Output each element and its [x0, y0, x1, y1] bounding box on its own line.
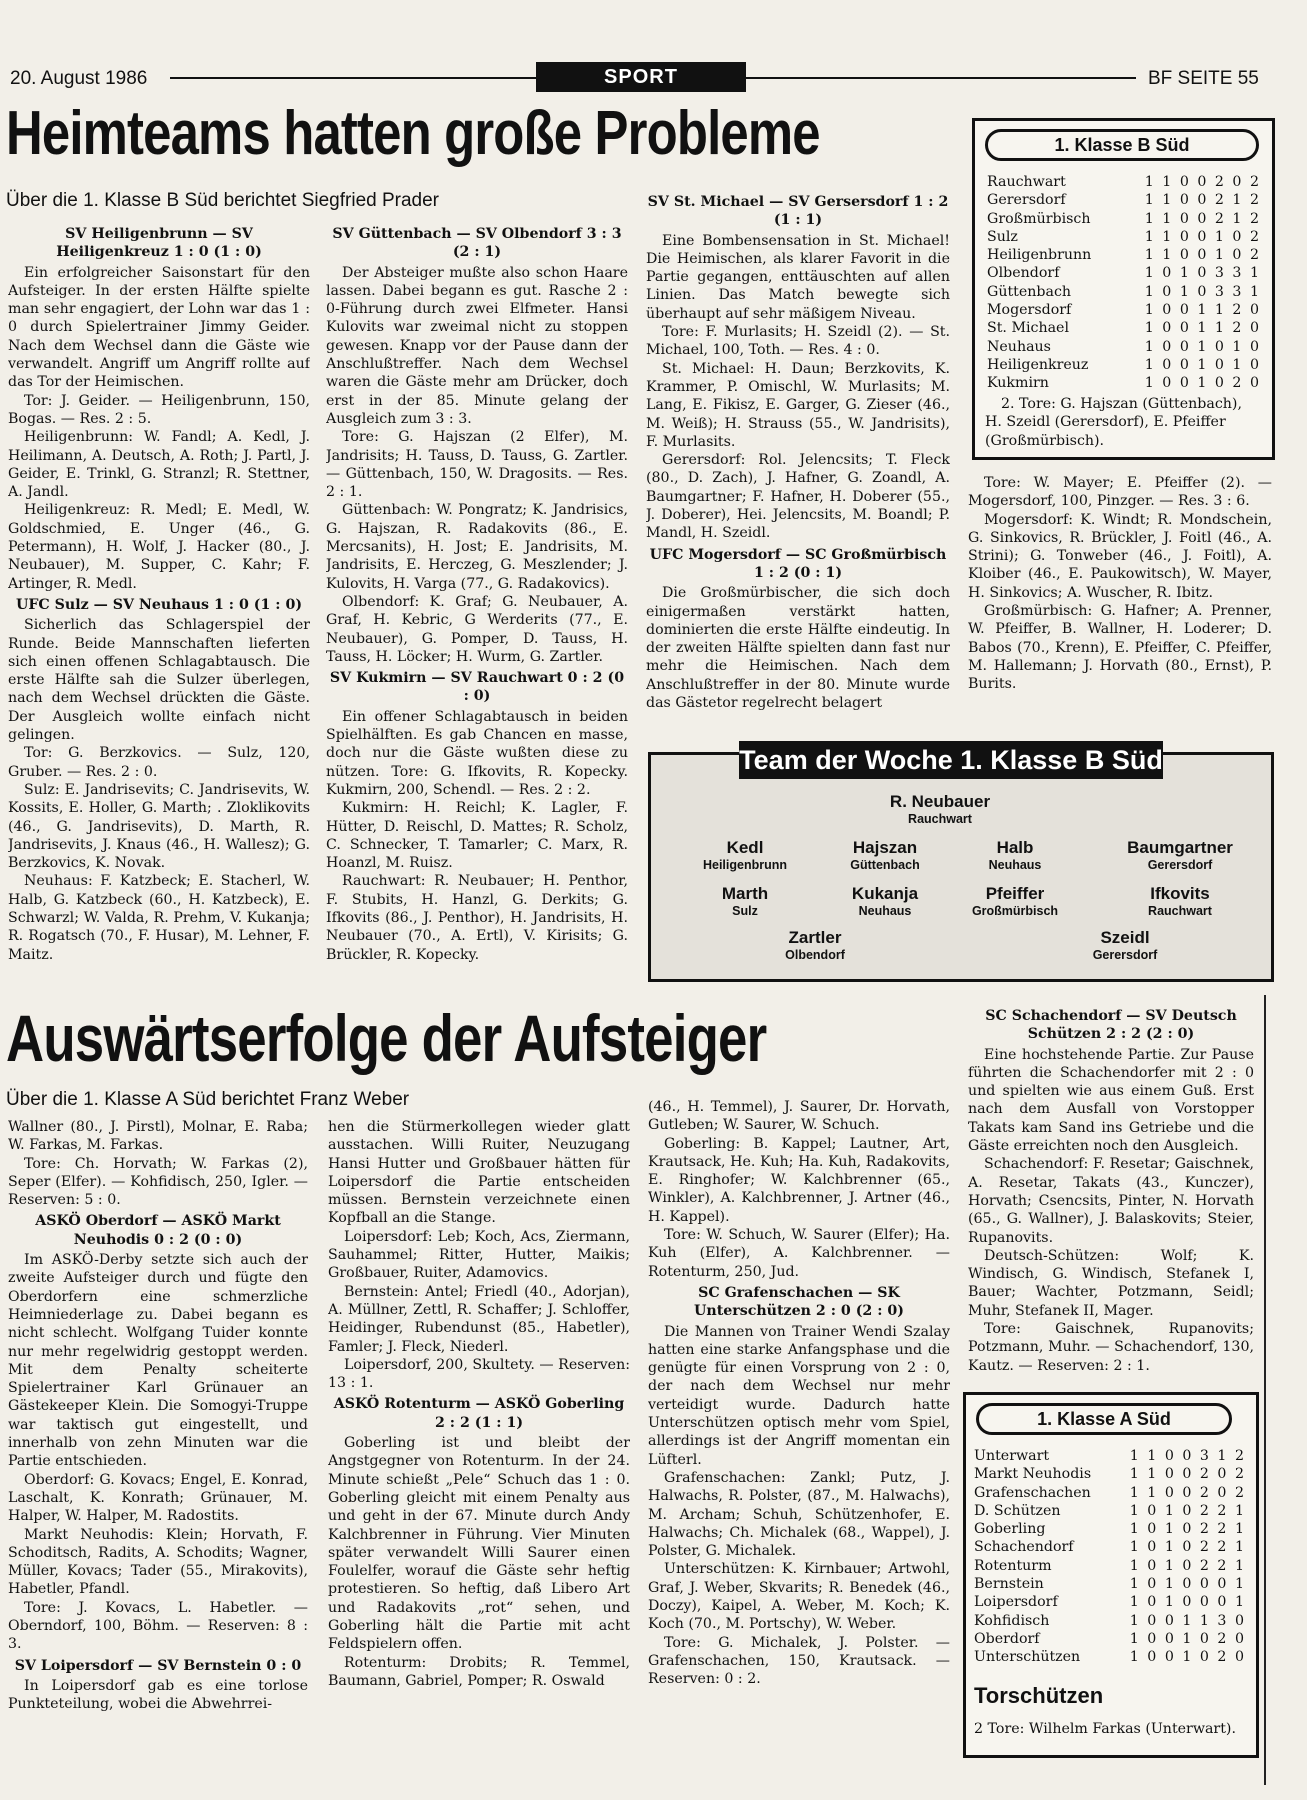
- paragraph: Grafenschachen: Zankl; Putz, J. Halwachs, R. Polster, (87., M. Halwachs), M. Archam; Schuh, Schützenhofer, E. Halwachs; Ch. Michalek (68., Wappel), J. Polster, G. Michalek.: [648, 1469, 950, 1560]
- player-club: Güttenbach: [850, 858, 920, 872]
- player-name: Halb: [996, 838, 1034, 857]
- table-row: [972, 1484, 1248, 1502]
- player-name: Szeidl: [1100, 928, 1150, 947]
- team-record: 1 0 1 0 3 3 1: [1144, 265, 1261, 282]
- standings-box-b: [972, 118, 1275, 460]
- article1-column-2: [326, 222, 628, 982]
- team-name: Rauchwart: [987, 174, 1066, 190]
- paragraph: Ein erfolgreicher Saisonstart für den Aufsteiger. In der ersten Hälfte spielte man sehr engagiert, der Lohn war das 1 : 0 durch Spielertrainer Jimmy Geider. Nach dem Wechsel dann die Gäste wie verwandelt. Angriff um Angriff rollte auf das Tor der Heimischen.: [8, 264, 310, 391]
- paragraph: Tor: J. Geider. — Heiligenbrunn, 150, Bogas. — Res. 2 : 5.: [8, 392, 310, 427]
- table-row: [972, 1447, 1248, 1465]
- team-name: Großmürbisch: [987, 210, 1091, 227]
- paragraph: hen die Stürmerkollegen wieder glatt ausstachen. Willi Ruiter, Neuzugang Hansi Hutter und Großbauer hätten für Loipersdorf die Partie entscheiden müssen. Bernstein verzeichnete einen Kopfball an die Stange.: [328, 1119, 630, 1227]
- article1-column-1: [8, 222, 310, 982]
- byline-2: Über die 1. Klasse A Süd berichtet Franz Weber: [6, 1089, 410, 1110]
- team-record: 1 0 1 0 0 0 1: [1129, 1576, 1246, 1593]
- player-name: Ifkovits: [1150, 884, 1210, 903]
- player-club: Gerersdorf: [1147, 858, 1213, 872]
- team-name: Güttenbach: [987, 283, 1072, 300]
- player-club: Olbendorf: [785, 948, 845, 962]
- table-row: [972, 1557, 1248, 1575]
- team-of-week-player: [1095, 884, 1265, 918]
- team-record: 1 0 1 0 3 3 1: [1144, 283, 1261, 300]
- standings-title-a: 1. Klasse A Süd: [976, 1403, 1232, 1435]
- paragraph: (46., H. Temmel), J. Saurer, Dr. Horvath, Gutleben; W. Saurer, W. Schuch.: [648, 1099, 950, 1134]
- team-record: 1 0 0 1 1 2 0: [1144, 320, 1261, 337]
- table-row: [985, 173, 1263, 191]
- match-heading: UFC Sulz — SV Neuhaus 1 : 0 (1 : 0): [15, 596, 303, 613]
- player-name: Pfeiffer: [985, 884, 1045, 903]
- paragraph: Der Absteiger mußte also schon Haare lassen. Dabei begann es gut. Rasche 2 : 0-Führung durch zwei Elfmeter. Hansi Kulovits war zweimal nicht zu stoppen gewesen. Knapp vor der Pause dann der Anschlußtreffer. Nach dem Wechsel waren die Gäste mehr am Drücker, doch erst in der 85. Minute gelang der Ausgleich zum 3 : 3.: [326, 264, 628, 427]
- team-record: 1 1 0 0 2 0 2: [1129, 1484, 1246, 1501]
- paragraph: Tore: W. Schuch, W. Saurer (Elfer); Ha. Kuh (Elfer), A. Kalchbrenner. — Rotenturm, 250, Jud.: [648, 1227, 950, 1280]
- paragraph: Tore: F. Murlasits; H. Szeidl (2). — St. Michael, 100, Toth. — Res. 4 : 0.: [646, 324, 950, 359]
- paragraph: Güttenbach: W. Pongratz; K. Jandrisics, G. Hajszan, R. Radakovits (86., E. Mercsanits), H. Jost; E. Jandrisits, M. Jandrisits, E. Herczeg, G. Meszlender; J. Kulovits, H. Varga (77., G. Radakovics).: [326, 502, 628, 592]
- team-record: 1 0 0 1 0 2 0: [1144, 375, 1261, 392]
- table-row: [972, 1502, 1248, 1520]
- team-record: 1 0 1 0 2 2 1: [1129, 1557, 1246, 1574]
- team-of-week-player: [1040, 928, 1210, 962]
- header-rule-left: [170, 77, 536, 79]
- paragraph: Eine hochstehende Partie. Zur Pause führten die Schachendorfer mit 2 : 0 und spielten wie aus einem Guß. Erst nach dem Ausfall von Vorstopper Takats kam Sand ins Getriebe und die Gäste erreichten noch den Ausgleich.: [968, 1046, 1254, 1155]
- team-record: 1 0 1 0 2 2 1: [1129, 1502, 1246, 1519]
- team-record: 1 0 0 1 0 1 0: [1144, 338, 1261, 355]
- team-record: 1 1 0 0 1 0 2: [1144, 228, 1261, 245]
- table-row: [972, 1538, 1248, 1556]
- paragraph: Oberdorf: G. Kovacs; Engel, E. Konrad, Laschalt, K. Konrath; Grünauer, M. Halper, W. Halper, M. Radostits.: [8, 1471, 308, 1525]
- table-row: [972, 1648, 1248, 1666]
- byline-1: Über die 1. Klasse B Süd berichtet Siegfried Prader: [6, 190, 440, 211]
- paragraph: Rotenturm: Drobits; R. Temmel, Baumann, Gabriel, Pomper; R. Oswald: [328, 1654, 630, 1689]
- article1-column-3: [646, 190, 950, 728]
- page-number: BF SEITE 55: [1148, 68, 1259, 89]
- paragraph: Deutsch-Schützen: Wolf; K. Windisch, G. Windisch, Stefanek I, Bauer; Wachter, Potzmann, Seidl; Muhr, Stefanek II, Mager.: [968, 1247, 1254, 1319]
- table-row: [985, 264, 1263, 282]
- standings-table-a: [972, 1447, 1248, 1667]
- player-club: Großmürbisch: [971, 904, 1059, 918]
- paragraph: Tore: G. Hajszan (2 Elfer), M. Jandrisits; H. Tauss, D. Tauss, G. Zartler. — Güttenbach, 150, W. Dragosits. — Res. 2 : 1.: [326, 429, 628, 501]
- team-name: Heiligenkreuz: [987, 356, 1089, 373]
- team-of-week-player: [855, 792, 1025, 826]
- team-name: St. Michael: [987, 320, 1069, 337]
- paragraph: Tor: G. Berzkovics. — Sulz, 120, Gruber. — Res. 2 : 0.: [8, 745, 310, 780]
- paragraph: Tore: Ch. Horvath; W. Farkas (2), Seper (Elfer). — Kohfidisch, 250, Igler. — Reserven: 5 : 0.: [8, 1155, 308, 1209]
- paragraph: Tore: W. Mayer; E. Pfeiffer (2). — Mogersdorf, 100, Pinzger. — Res. 3 : 6.: [968, 475, 1272, 510]
- table-row: [972, 1630, 1248, 1648]
- headline-1: Heimteams hatten große Probleme: [6, 99, 820, 168]
- table-row: [972, 1575, 1248, 1593]
- team-record: 1 0 0 1 0 1 0: [1144, 356, 1261, 373]
- table-row: [985, 228, 1263, 246]
- team-name: Markt Neuhodis: [974, 1466, 1092, 1483]
- scorers-a: 2 Tore: Wilhelm Farkas (Unterwart).: [974, 1721, 1236, 1737]
- team-record: 1 0 0 1 0 2 0: [1129, 1630, 1246, 1647]
- team-name: Unterwart: [974, 1448, 1050, 1464]
- paragraph: Mogersdorf: K. Windt; R. Mondschein, G. Sinkovics, R. Brückler, J. Foitl (46., A. Strini); G. Tonweber (46., J. Foitl), A. Kloiber (46., E. Paukowitsch), W. Mayer, H. Sinkovics; A. Wuscher, R. Ibitz.: [968, 511, 1272, 601]
- paragraph: In Loipersdorf gab es eine torlose Punkteteilung, wobei die Abwehrrei-: [8, 1677, 308, 1713]
- team-record: 1 0 1 0 2 2 1: [1129, 1539, 1246, 1556]
- player-name: Hajszan: [852, 838, 918, 857]
- team-record: 1 1 0 0 2 0 2: [1129, 1466, 1246, 1483]
- paragraph: Bernstein: Antel; Friedl (40., Adorjan), A. Müllner, Zettl, R. Schaffer; J. Schloffer, Heidinger, Rubendunst (85., Habetler), Famler; J. Fleck, Niederl.: [328, 1283, 630, 1355]
- table-row: [972, 1612, 1248, 1630]
- section-label: SPORT: [536, 62, 746, 92]
- team-name: Neuhaus: [987, 338, 1051, 355]
- team-name: Unterschützen: [974, 1649, 1081, 1666]
- paragraph: St. Michael: H. Daun; Berzkovits, K. Krammer, P. Omischl, W. Murlasits; M. Lang, E. Fikisz, E. Garger, G. Zieser (46., M. Weiß); H. Strauss (55., W. Jandrisits), F. Murlasits.: [646, 360, 950, 450]
- team-name: Kukmirn: [987, 375, 1049, 392]
- paragraph: Die Mannen von Trainer Wendi Szalay hatten eine starke Anfangsphase und die genügte für einen Vorsprung von 2 : 0, der nach dem Wechsel nur mehr verteidigt wurde. Dadurch hatte Unterschützen optisch mehr vom Spiel, allerdings ist der Angriff momentan ein Lüfterl.: [648, 1323, 950, 1468]
- article2-column-3: [648, 1098, 950, 1790]
- article1-column-4: [968, 474, 1272, 730]
- team-name: Grafenschachen: [974, 1484, 1091, 1501]
- paragraph: Heiligenkreuz: R. Medl; E. Medl, W. Goldschmied, E. Unger (46., G. Petermann), H. Wolf, J. Hacker (80., J. Neubauer), M. Supper, C. Kahr; F. Artinger, R. Medl.: [8, 502, 310, 592]
- team-name: Bernstein: [974, 1576, 1044, 1593]
- table-row: [985, 191, 1263, 209]
- team-of-week-player: [930, 884, 1100, 918]
- match-heading: SV Heiligenbrunn — SV Heiligenkreuz 1 : 0 (1 : 0): [56, 226, 262, 261]
- paragraph: Kukmirn: H. Reichl; K. Lagler, F. Hütter, D. Reischl, D. Mattes; R. Scholz, C. Schnecker, T. Tamarler; C. Marx, R. Hoanzl, M. Ruisz.: [326, 800, 628, 872]
- team-record: 1 0 0 1 0 2 0: [1129, 1649, 1246, 1666]
- team-record: 1 1 0 0 1 0 2: [1144, 247, 1261, 264]
- paragraph: Loipersdorf: Leb; Koch, Acs, Ziermann, Sauhammel; Ritter, Hutter, Maikis; Großbauer, Ruiter, Adamovics.: [328, 1228, 630, 1282]
- team-name: Sulz: [987, 228, 1018, 245]
- match-heading: ASKÖ Rotenturm — ASKÖ Goberling 2 : 2 (1 : 1): [333, 1396, 625, 1431]
- paragraph: Tore: Gaischnek, Rupanovits; Potzmann, Muhr. — Schachendorf, 130, Kautz. — Reserven: 2 : 1.: [968, 1321, 1254, 1374]
- match-heading: SV Loipersdorf — SV Bernstein 0 : 0: [14, 1657, 302, 1674]
- paragraph: Die Großmürbischer, die sich doch einigermaßen verstärkt hatten, dominierten die erste Hälfte eindeutig. In der zweiten Hälfte spielten dann fast nur mehr die Heimischen. Nach dem Anschlußtreffer in der 80. Minute wurde das Gästetor regelrecht belagert: [646, 585, 950, 712]
- table-row: [972, 1593, 1248, 1611]
- team-of-week-player: [930, 838, 1100, 872]
- scorers-b: 2. Tore: G. Hajszan (Güttenbach), H. Szeidl (Gerersdorf), E. Pfeiffer (Großmürbisch).: [985, 396, 1242, 449]
- team-record: 1 0 1 0 0 0 1: [1129, 1594, 1246, 1611]
- standings-title-b: 1. Klasse B Süd: [985, 129, 1259, 161]
- player-name: Kedl: [726, 838, 764, 857]
- standings-box-a: [963, 1392, 1259, 1758]
- table-row: [985, 319, 1263, 337]
- team-name: Heiligenbrunn: [987, 247, 1092, 264]
- paragraph: Goberling ist und bleibt der Angstgegner von Rotenturm. In der 24. Minute schießt „Pele“ Schuch das 1 : 0. Goberling gleicht mit einem Penalty aus und geht in der 67. Minute durch Andy Kalchbrenner in Führung. Vier Minuten später verwandelt Willi Saurer einen Foulelfer, worauf die Gäste sehr heftig protestieren. So heftig, daß Libero Art und Radakovits „rot“ sehen, und Goberling hält die Partie mit acht Feldspielern offen.: [328, 1435, 630, 1653]
- paragraph: Heiligenbrunn: W. Fandl; A. Kedl, J. Heilimann, A. Deutsch, A. Roth; J. Partl, J. Geider, E. Trinkl, G. Stranzl; R. Stettner, A. Jandl.: [8, 429, 310, 501]
- scorers-title-a: Torschützen: [974, 1683, 1104, 1708]
- team-record: 1 1 0 0 2 1 2: [1144, 210, 1261, 227]
- player-club: Rauchwart: [908, 812, 972, 826]
- team-of-week-player: [730, 928, 900, 962]
- paragraph: Wallner (80., J. Pirstl), Molnar, E. Raba; W. Farkas, M. Farkas.: [8, 1119, 308, 1154]
- match-heading: SC Grafenschachen — SK Unterschützen 2 : 0 (2 : 0): [694, 1284, 904, 1320]
- standings-table-b: [985, 173, 1263, 393]
- team-name: Gerersdorf: [987, 192, 1066, 209]
- player-name: Zartler: [788, 928, 842, 947]
- player-club: Rauchwart: [1148, 904, 1212, 918]
- paragraph: Sulz: E. Jandrisevits; C. Jandrisevits, W. Kossits, E. Holler, G. Marth; . Zloklikovits (46., G. Jandrisevits), D. Marth, R. Jandrisevits, J. Knaus (46., H. Wallesz); G. Berzkovics, K. Novak.: [8, 781, 310, 872]
- team-name: Kohfidisch: [974, 1612, 1050, 1629]
- paragraph: Neuhaus: F. Katzbeck; E. Stacherl, W. Halb, G. Katzbeck (60., H. Katzbeck), E. Schwarzl; W. Valda, R. Prehm, V. Kukanja; R. Rogatsch (70., F. Husar), M. Lehner, F. Maitz.: [8, 873, 310, 963]
- paragraph: Sicherlich das Schlagerspiel der Runde. Beide Mannschaften lieferten sich einen offenen Schlagabtausch. Die erste Hälfte sah die Sulzer überlegen, nach dem Wechsel drückten die Gäste. Der Ausgleich wollte einfach nicht gelingen.: [8, 617, 310, 744]
- player-club: Gerersdorf: [1092, 948, 1158, 962]
- paragraph: Tore: J. Kovacs, L. Habetler. — Oberndorf, 100, Böhm. — Reserven: 8 : 3.: [8, 1599, 308, 1653]
- article2-column-1: [8, 1118, 308, 1790]
- team-name: Schachendorf: [974, 1539, 1074, 1556]
- player-club: Sulz: [732, 904, 758, 918]
- paragraph: Tore: G. Michalek, J. Polster. — Grafenschachen, 150, Krautsack. — Reserven: 0 : 2.: [648, 1634, 950, 1688]
- issue-date: 20. August 1986: [10, 68, 148, 89]
- match-heading: SV Kukmirn — SV Rauchwart 0 : 2 (0 : 0): [329, 670, 625, 705]
- player-name: Marth: [721, 884, 769, 903]
- column-rule: [1264, 995, 1266, 1785]
- paragraph: Unterschützen: K. Kirnbauer; Artwohl, Graf, J. Weber, Skvarits; R. Benedek (46., Doczy), Kaipel, A. Weber, M. Koch; K. Koch (70., M. Portschy), W. Weber.: [648, 1561, 950, 1633]
- article2-column-2: [328, 1118, 630, 1790]
- table-row: [985, 356, 1263, 374]
- player-club: Heiligenbrunn: [702, 858, 788, 872]
- article2-column-4: [968, 1004, 1254, 1374]
- table-row: [985, 374, 1263, 392]
- match-heading: SC Schachendorf — SV Deutsch Schützen 2 : 2 (2 : 0): [985, 1008, 1237, 1043]
- table-row: [985, 338, 1263, 356]
- match-heading: SV St. Michael — SV Gersersdorf 1 : 2 (1 : 1): [647, 194, 949, 229]
- table-row: [972, 1465, 1248, 1483]
- paragraph: Schachendorf: F. Resetar; Gaischnek, A. Resetar, Takats (43., Kunczer), Horvath; Csencsits, Pinter, N. Horvath (65., G. Wallner), J. Balaskovits; Steier, Rupanovits.: [968, 1156, 1254, 1246]
- team-name: Rotenturm: [974, 1557, 1052, 1574]
- team-record: 1 0 1 0 2 2 1: [1129, 1521, 1246, 1538]
- paragraph: Gerersdorf: Rol. Jelencsits; T. Fleck (80., D. Zach), J. Hafner, G. Zoandl, A. Baumgartner; F. Hafner, H. Doberer (55., J. Doberer), Hei. Jelencsits, M. Boandl; P. Mandl, H. Szeidl.: [646, 452, 950, 542]
- paragraph: Großmürbisch: G. Hafner; A. Prenner, W. Pfeiffer, B. Wallner, H. Loderer; D. Babos (70., Krenn), E. Pfeiffer, C. Pfeiffer, M. Hallemann; J. Horvath (80., Ernst), P. Burits.: [968, 603, 1272, 693]
- player-club: Neuhaus: [988, 858, 1042, 872]
- paragraph: Eine Bombensensation in St. Michael! Die Heimischen, als klarer Favorit in die Partie gegangen, enttäuschten auf allen Linien. Das Match bewegte sich überhaupt auf sehr mäßigem Niveau.: [646, 232, 950, 322]
- paragraph: Markt Neuhodis: Klein; Horvath, F. Schoditsch, Radits, A. Schodits; Wagner, Müller, Kovacs; Tader (55., Mirakovits), Habetler, Pfandl.: [8, 1526, 308, 1598]
- team-record: 1 0 0 1 1 3 0: [1129, 1612, 1246, 1629]
- paragraph: Olbendorf: K. Graf; G. Neubauer, A. Graf, H. Kebric, G Werderits (77., E. Neubauer), G. Pomper, D. Tauss, H. Tauss, H. Löcker; H. Wurm, G. Zartler.: [326, 593, 628, 665]
- table-row: [985, 283, 1263, 301]
- player-name: R. Neubauer: [889, 792, 991, 811]
- table-row: [985, 246, 1263, 264]
- team-record: 1 1 0 0 3 1 2: [1129, 1448, 1246, 1464]
- team-name: Oberdorf: [974, 1630, 1040, 1647]
- player-club: Neuhaus: [858, 904, 912, 918]
- player-name: Kukanja: [851, 884, 919, 903]
- header-rule-right: [746, 77, 1136, 79]
- paragraph: Ein offener Schlagabtausch in beiden Spielhälften. Es gab Chancen en masse, doch nur die Gäste wußten diese zu nützen. Tore: G. Ifkovits, R. Kopecky. Kukmirn, 200, Schendl. — Res. 2 : 2.: [326, 708, 628, 798]
- team-record: 1 0 0 1 1 2 0: [1144, 302, 1261, 319]
- match-heading: UFC Mogersdorf — SC Großmürbisch 1 : 2 (0 : 1): [649, 546, 947, 581]
- table-row: [985, 301, 1263, 319]
- team-name: Goberling: [974, 1521, 1046, 1538]
- player-name: Baumgartner: [1127, 838, 1233, 857]
- team-of-week-title: Team der Woche 1. Klasse B Süd: [739, 741, 1163, 779]
- team-record: 1 1 0 0 2 1 2: [1144, 192, 1261, 209]
- team-name: D. Schützen: [974, 1502, 1061, 1519]
- paragraph: Im ASKÖ-Derby setzte sich auch der zweite Aufsteiger durch und fügte den Oberdorfern eine schmerzliche Heimniederlage zu. Dabei begann es nicht schlecht. Wolfgang Tuider konnte nur mehr regelwidrig gestoppt werden. Mit dem Penalty scheiterte Spielertrainer Karl Grünauer an Gästekeeper Klein. Die Somogyi-Truppe war taktisch gut eingestellt, und innerhalb von zehn Minuten war die Partie entschieden.: [8, 1252, 308, 1470]
- match-heading: SV Güttenbach — SV Olbendorf 3 : 3 (2 : 1): [332, 226, 622, 261]
- paragraph: Loipersdorf, 200, Skultety. — Reserven: 13 : 1.: [328, 1356, 630, 1392]
- paragraph: Rauchwart: R. Neubauer; H. Penthor, F. Stubits, H. Hanzl, G. Derkits; G. Ifkovits (86., J. Penthor), H. Jandrisits, H. Neubauer (70., A. Ertl), V. Kirisits; G. Brückler, R. Kopecky.: [326, 873, 628, 963]
- team-of-week-player: [1095, 838, 1265, 872]
- paragraph: Goberling: B. Kappel; Lautner, Art, Krautsack, He. Kuh; Ha. Kuh, Radakovits, E. Ringhofer; W. Kalchbrenner (65., Winkler), A. Kalchbrenner, J. Artner (46., H. Kappel).: [648, 1135, 950, 1225]
- team-record: 1 1 0 0 2 0 2: [1144, 174, 1261, 190]
- team-name: Olbendorf: [987, 265, 1060, 282]
- match-heading: ASKÖ Oberdorf — ASKÖ Markt Neuhodis 0 : 2 (0 : 0): [35, 1213, 281, 1248]
- table-row: [972, 1520, 1248, 1538]
- headline-2: Auswärtserfolge der Aufsteiger: [6, 1001, 767, 1075]
- team-name: Mogersdorf: [987, 302, 1072, 319]
- table-row: [985, 210, 1263, 228]
- team-name: Loipersdorf: [974, 1594, 1058, 1611]
